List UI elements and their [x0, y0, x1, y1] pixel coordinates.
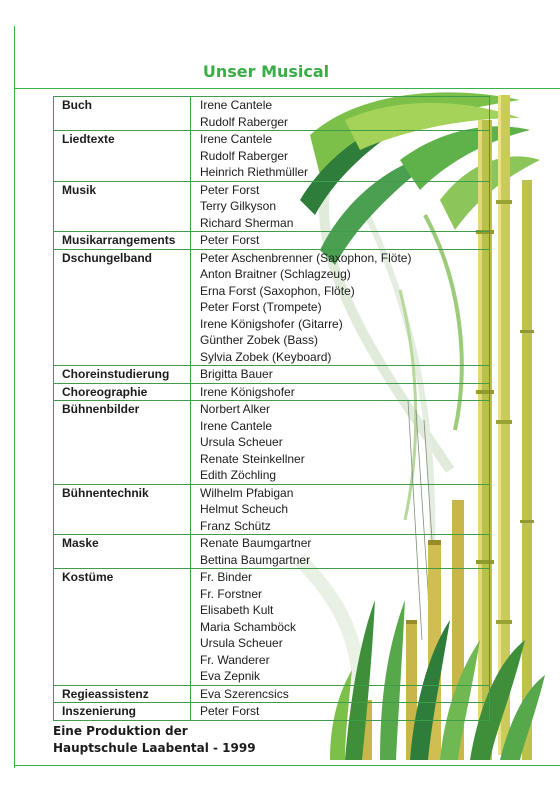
credits-row — [54, 131, 490, 182]
production-note — [53, 723, 256, 757]
credit-name: Peter Forst — [200, 182, 260, 197]
credits-row — [54, 97, 490, 131]
credit-name: Peter Forst — [200, 704, 260, 718]
credit-name: Maria Schamböck — [200, 619, 297, 634]
credit-names — [191, 685, 490, 703]
credit-role: Maske — [54, 535, 191, 569]
page-title: Unser Musical — [202, 62, 330, 81]
credit-name: Irene Cantele — [200, 98, 273, 112]
credits-row — [54, 181, 490, 232]
credit-role: Bühnenbilder — [54, 401, 191, 485]
credit-name: Renate Baumgartner — [200, 536, 312, 550]
credit-name: Fr. Binder — [200, 570, 253, 584]
credit-names — [191, 249, 490, 366]
credit-role: Bühnentechnik — [54, 484, 191, 535]
credit-names — [191, 535, 490, 569]
credits-row — [54, 401, 490, 485]
credit-name: Peter Forst (Trompete) — [200, 300, 322, 314]
credit-name: Peter Forst — [200, 233, 260, 247]
production-note-line-2: Hauptschule Laabental - 1999 — [53, 741, 256, 755]
credits-table — [53, 96, 490, 721]
credit-name: Heinrich Riethmüller — [200, 165, 309, 179]
credit-name: Irene Cantele — [200, 418, 273, 433]
credits-row — [54, 383, 490, 401]
credit-name: Eva Zepnik — [200, 669, 261, 683]
credit-role: Regieassistenz — [54, 685, 191, 703]
credits-row — [54, 535, 490, 569]
credit-role: Musikarrangements — [54, 232, 191, 250]
credit-name: Ursula Scheuer — [200, 435, 283, 449]
credit-name: Wilhelm Pfabigan — [200, 485, 294, 500]
credit-name: Rudolf Raberger — [200, 114, 289, 129]
credit-name: Eva Szerencsics — [200, 686, 289, 701]
credit-name: Ursula Scheuer — [200, 636, 283, 650]
credit-names — [191, 703, 490, 721]
credit-name: Sylvia Zobek (Keyboard) — [200, 349, 332, 364]
credit-name: Fr. Forstner — [200, 586, 263, 601]
credits-row — [54, 232, 490, 250]
credit-names — [191, 181, 490, 232]
credit-name: Anton Braitner (Schlagzeug) — [200, 267, 351, 281]
credit-name: Irene Königshofer (Gitarre) — [200, 316, 343, 331]
credits-row — [54, 569, 490, 686]
credit-name: Erna Forst (Saxophon, Flöte) — [200, 283, 355, 298]
credit-role: Kostüme — [54, 569, 191, 686]
credit-name: Günther Zobek (Bass) — [200, 333, 319, 347]
credits-row — [54, 366, 490, 384]
credit-role: Inszenierung — [54, 703, 191, 721]
credit-role: Choreographie — [54, 383, 191, 401]
credit-role: Musik — [54, 181, 191, 232]
credits-row — [54, 484, 490, 535]
credit-name: Fr. Wanderer — [200, 652, 270, 667]
credits-row — [54, 703, 490, 721]
credit-names — [191, 401, 490, 485]
credit-name: Terry Gilkyson — [200, 199, 277, 213]
credit-role: Liedtexte — [54, 131, 191, 182]
credit-names — [191, 97, 490, 131]
credit-names — [191, 232, 490, 250]
credit-name: Edith Zöchling — [200, 468, 277, 482]
credits-row — [54, 685, 490, 703]
credit-name: Renate Steinkellner — [200, 451, 305, 466]
credit-name: Brigitta Bauer — [200, 367, 273, 381]
production-note-line-1: Eine Produktion der — [53, 724, 188, 738]
credit-name: Helmut Scheuch — [200, 502, 289, 516]
credits-row — [54, 249, 490, 366]
credit-role: Buch — [54, 97, 191, 131]
credit-name: Franz Schütz — [200, 518, 271, 533]
credit-name: Rudolf Raberger — [200, 148, 289, 163]
credit-names — [191, 484, 490, 535]
credit-names — [191, 383, 490, 401]
credit-names — [191, 366, 490, 384]
credit-name: Norbert Alker — [200, 402, 271, 416]
credit-names — [191, 131, 490, 182]
credit-role: Choreinstudierung — [54, 366, 191, 384]
credits-table-body — [54, 97, 490, 721]
credit-names — [191, 569, 490, 686]
credit-name: Richard Sherman — [200, 215, 294, 230]
credit-name: Elisabeth Kult — [200, 603, 274, 617]
credit-name: Bettina Baumgartner — [200, 552, 311, 567]
credit-role: Dschungelband — [54, 249, 191, 366]
credit-name: Irene Cantele — [200, 132, 273, 146]
credit-name: Irene Königshofer — [200, 384, 295, 399]
credit-name: Peter Aschenbrenner (Saxophon, Flöte) — [200, 250, 412, 265]
